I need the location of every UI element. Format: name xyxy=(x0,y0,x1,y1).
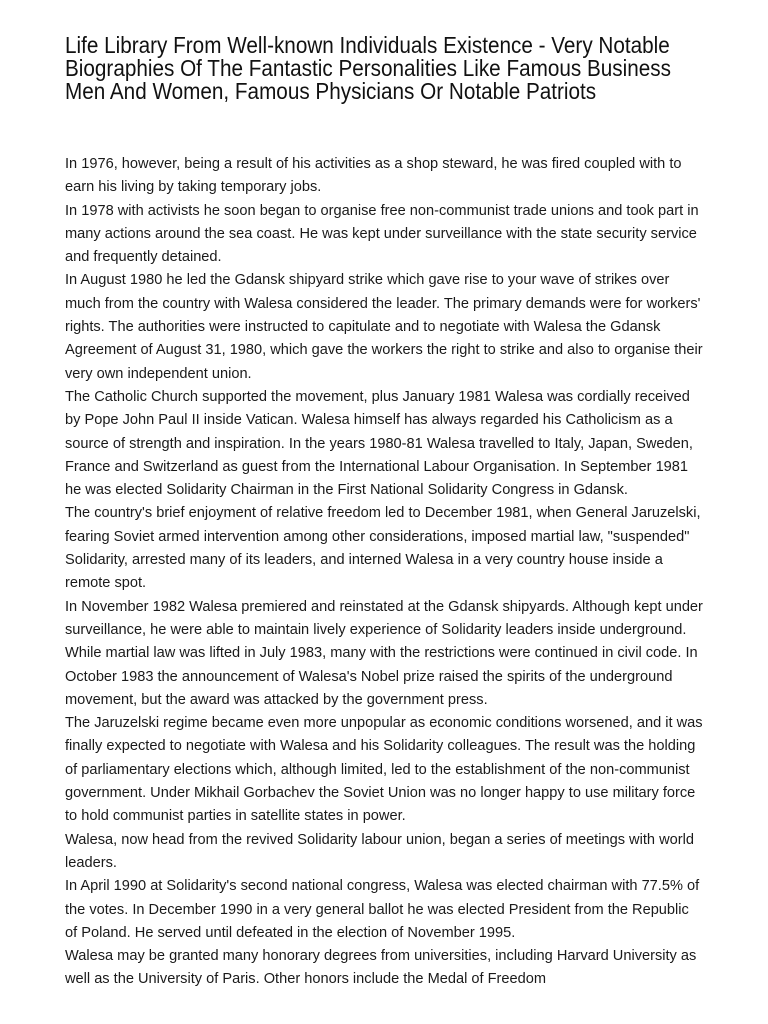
paragraph: Walesa, now head from the revived Solidarity labour union, began a series of meetings with world leaders. xyxy=(65,831,694,871)
paragraph: In November 1982 Walesa premiered and reinstated at the Gdansk shipyards. Although kept under surveillance, he were able to maintain lively experience of Solidarity leaders inside underground. While martial law was lifted in July 1983, many with the restrictions were continued in civil code. In October 1983 the announcement of Walesa's Nobel prize raised the spirits of the underground movement, but the award was attacked by the government press. xyxy=(65,598,703,708)
paragraph: In August 1980 he led the Gdansk shipyard strike which gave rise to your wave of strikes over much from the country with Walesa considered the leader. The primary demands were for workers' rights. The authorities were instructed to capitulate and to negotiate with Walesa the Gdansk Agreement of August 31, 1980, which gave the workers the right to strike and also to organise their very own independent union. xyxy=(65,272,703,382)
paragraph: The Jaruzelski regime became even more unpopular as economic conditions worsened, and it was finally expected to negotiate with Walesa and his Solidarity colleagues. The result was the holding of parliamentary elections which, although limited, led to the establishment of the non-communist government. Under Mikhail Gorbachev the Soviet Union was no longer happy to use military force to hold communist parties in satellite states in power. xyxy=(65,715,703,825)
paragraph: The country's brief enjoyment of relative freedom led to December 1981, when General Jaruzelski, fearing Soviet armed intervention among other considerations, imposed martial law, "suspended" Solidarity, arrested many of its leaders, and interned Walesa in a very country house inside a remote spot. xyxy=(65,505,701,592)
document-body xyxy=(65,153,705,992)
paragraph: In 1978 with activists he soon began to organise free non-communist trade unions and took part in many actions around the sea coast. He was kept under surveillance with the state security service and frequently detained. xyxy=(65,202,699,266)
document-title: Life Library From Well-known Individuals Existence - Very Notable Biographies Of The Fantastic Personalities Like Famous Business Men And Women, Famous Physicians Or Notable Patriots xyxy=(65,32,671,104)
paragraph: In 1976, however, being a result of his activities as a shop steward, he was fired coupled with to earn his living by taking temporary jobs. xyxy=(65,156,682,196)
paragraph: In April 1990 at Solidarity's second national congress, Walesa was elected chairman with 77.5% of the votes. In December 1990 in a very general ballot he was elected President from the Republic of Poland. He served until defeated in the election of November 1995. xyxy=(65,878,700,941)
paragraph: Walesa may be granted many honorary degrees from universities, including Harvard University as well as the University of Paris. Other honors include the Medal of Freedom xyxy=(65,948,697,988)
paragraph: The Catholic Church supported the movement, plus January 1981 Walesa was cordially received by Pope John Paul II inside Vatican. Walesa himself has always regarded his Catholicism as a source of strength and inspiration. In the years 1980-81 Walesa travelled to Italy, Japan, Sweden, France and Switzerland as guest from the International Labour Organisation. In September 1981 he was elected Solidarity Chairman in the First National Solidarity Congress in Gdansk. xyxy=(65,388,693,499)
